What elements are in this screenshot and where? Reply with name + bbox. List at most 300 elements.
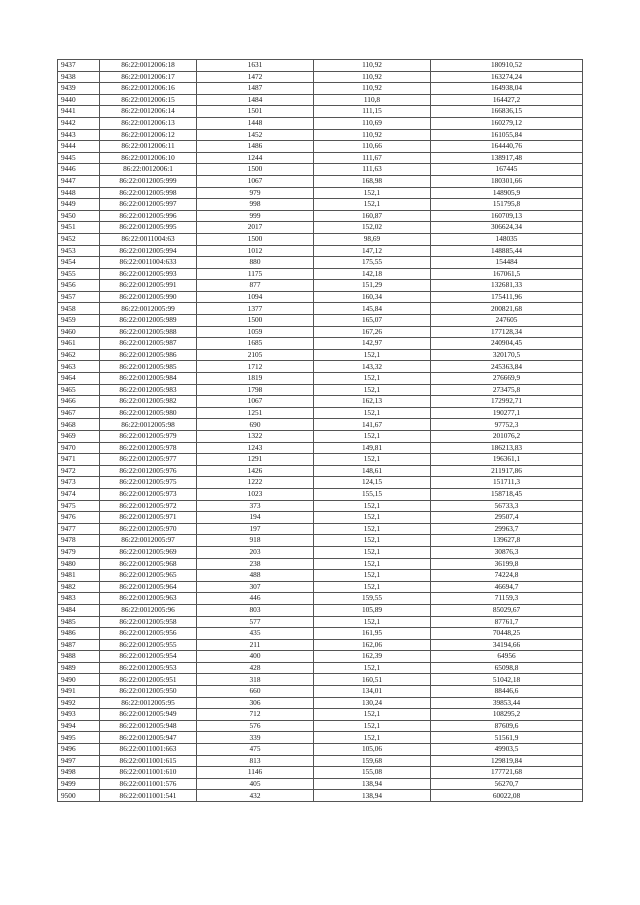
area-cell: 435 xyxy=(197,628,314,640)
row-number-cell: 9457 xyxy=(58,291,100,303)
total-value-cell: 108295,2 xyxy=(431,709,583,721)
area-cell: 1486 xyxy=(197,141,314,153)
total-value-cell: 164427,2 xyxy=(431,94,583,106)
table-row xyxy=(58,604,583,616)
cadastral-number-cell: 86:22:0012005:969 xyxy=(100,546,197,558)
area-cell: 1094 xyxy=(197,291,314,303)
area-cell: 1146 xyxy=(197,767,314,779)
total-value-cell: 51561,9 xyxy=(431,732,583,744)
area-cell: 1322 xyxy=(197,431,314,443)
table-row xyxy=(58,71,583,83)
cadastral-number-cell: 86:22:0012005:991 xyxy=(100,280,197,292)
table-row xyxy=(58,709,583,721)
row-number-cell: 9494 xyxy=(58,720,100,732)
total-value-cell: 196361,1 xyxy=(431,454,583,466)
table-row xyxy=(58,744,583,756)
price-per-unit-cell: 111,67 xyxy=(314,152,431,164)
row-number-cell: 9500 xyxy=(58,790,100,802)
table-row xyxy=(58,129,583,141)
cadastral-number-cell: 86:22:0012005:953 xyxy=(100,662,197,674)
row-number-cell: 9483 xyxy=(58,593,100,605)
area-cell: 475 xyxy=(197,744,314,756)
cadastral-number-cell: 86:22:0012005:999 xyxy=(100,175,197,187)
row-number-cell: 9488 xyxy=(58,651,100,663)
cadastral-number-cell: 86:22:0011001:576 xyxy=(100,778,197,790)
table-row xyxy=(58,373,583,385)
total-value-cell: 51042,18 xyxy=(431,674,583,686)
cadastral-number-cell: 86:22:0012005:976 xyxy=(100,465,197,477)
total-value-cell: 151795,8 xyxy=(431,199,583,211)
row-number-cell: 9478 xyxy=(58,535,100,547)
cadastral-number-cell: 86:22:0011004:633 xyxy=(100,257,197,269)
cadastral-table xyxy=(57,59,583,802)
cadastral-number-cell: 86:22:0012005:986 xyxy=(100,349,197,361)
cadastral-number-cell: 86:22:0012005:982 xyxy=(100,396,197,408)
total-value-cell: 201076,2 xyxy=(431,431,583,443)
area-cell: 998 xyxy=(197,199,314,211)
price-per-unit-cell: 110,92 xyxy=(314,60,431,72)
price-per-unit-cell: 162,06 xyxy=(314,639,431,651)
cadastral-number-cell: 86:22:0012005:994 xyxy=(100,245,197,257)
table-row xyxy=(58,512,583,524)
row-number-cell: 9482 xyxy=(58,581,100,593)
row-number-cell: 9450 xyxy=(58,210,100,222)
row-number-cell: 9445 xyxy=(58,152,100,164)
total-value-cell: 29963,7 xyxy=(431,523,583,535)
price-per-unit-cell: 152,1 xyxy=(314,454,431,466)
total-value-cell: 65098,8 xyxy=(431,662,583,674)
table-row xyxy=(58,790,583,802)
total-value-cell: 39853,44 xyxy=(431,697,583,709)
total-value-cell: 34194,66 xyxy=(431,639,583,651)
row-number-cell: 9464 xyxy=(58,373,100,385)
row-number-cell: 9472 xyxy=(58,465,100,477)
total-value-cell: 148905,9 xyxy=(431,187,583,199)
total-value-cell: 148035 xyxy=(431,233,583,245)
table-row xyxy=(58,175,583,187)
cadastral-number-cell: 86:22:0012005:965 xyxy=(100,570,197,582)
price-per-unit-cell: 124,15 xyxy=(314,477,431,489)
area-cell: 211 xyxy=(197,639,314,651)
area-cell: 813 xyxy=(197,755,314,767)
row-number-cell: 9481 xyxy=(58,570,100,582)
cadastral-number-cell: 86:22:0012005:977 xyxy=(100,454,197,466)
row-number-cell: 9474 xyxy=(58,488,100,500)
area-cell: 1500 xyxy=(197,315,314,327)
cadastral-number-cell: 86:22:0012005:973 xyxy=(100,488,197,500)
area-cell: 1685 xyxy=(197,338,314,350)
table-row xyxy=(58,465,583,477)
area-cell: 428 xyxy=(197,662,314,674)
row-number-cell: 9465 xyxy=(58,384,100,396)
table-row xyxy=(58,349,583,361)
row-number-cell: 9486 xyxy=(58,628,100,640)
row-number-cell: 9461 xyxy=(58,338,100,350)
row-number-cell: 9498 xyxy=(58,767,100,779)
row-number-cell: 9452 xyxy=(58,233,100,245)
row-number-cell: 9444 xyxy=(58,141,100,153)
price-per-unit-cell: 110,92 xyxy=(314,71,431,83)
total-value-cell: 175411,96 xyxy=(431,291,583,303)
row-number-cell: 9462 xyxy=(58,349,100,361)
total-value-cell: 29507,4 xyxy=(431,512,583,524)
row-number-cell: 9485 xyxy=(58,616,100,628)
total-value-cell: 166836,15 xyxy=(431,106,583,118)
row-number-cell: 9473 xyxy=(58,477,100,489)
table-row xyxy=(58,199,583,211)
table-row xyxy=(58,628,583,640)
table-row xyxy=(58,442,583,454)
row-number-cell: 9439 xyxy=(58,83,100,95)
table-row xyxy=(58,570,583,582)
price-per-unit-cell: 152,02 xyxy=(314,222,431,234)
total-value-cell: 320170,5 xyxy=(431,349,583,361)
table-row xyxy=(58,141,583,153)
table-row xyxy=(58,523,583,535)
row-number-cell: 9438 xyxy=(58,71,100,83)
row-number-cell: 9467 xyxy=(58,407,100,419)
price-per-unit-cell: 105,89 xyxy=(314,604,431,616)
table-row xyxy=(58,674,583,686)
cadastral-number-cell: 86:22:0012005:988 xyxy=(100,326,197,338)
price-per-unit-cell: 162,39 xyxy=(314,651,431,663)
total-value-cell: 177128,34 xyxy=(431,326,583,338)
price-per-unit-cell: 152,1 xyxy=(314,431,431,443)
total-value-cell: 158718,45 xyxy=(431,488,583,500)
price-per-unit-cell: 110,92 xyxy=(314,83,431,95)
total-value-cell: 154484 xyxy=(431,257,583,269)
table-row xyxy=(58,477,583,489)
price-per-unit-cell: 159,68 xyxy=(314,755,431,767)
total-value-cell: 180910,52 xyxy=(431,60,583,72)
row-number-cell: 9466 xyxy=(58,396,100,408)
cadastral-number-cell: 86:22:0012005:99 xyxy=(100,303,197,315)
row-number-cell: 9440 xyxy=(58,94,100,106)
table-row xyxy=(58,407,583,419)
table-row xyxy=(58,431,583,443)
total-value-cell: 64956 xyxy=(431,651,583,663)
price-per-unit-cell: 159,55 xyxy=(314,593,431,605)
area-cell: 2105 xyxy=(197,349,314,361)
area-cell: 1819 xyxy=(197,373,314,385)
row-number-cell: 9443 xyxy=(58,129,100,141)
area-cell: 405 xyxy=(197,778,314,790)
total-value-cell: 186213,83 xyxy=(431,442,583,454)
total-value-cell: 49903,5 xyxy=(431,744,583,756)
cadastral-number-cell: 86:22:0011001:610 xyxy=(100,767,197,779)
row-number-cell: 9451 xyxy=(58,222,100,234)
area-cell: 197 xyxy=(197,523,314,535)
total-value-cell: 60022,08 xyxy=(431,790,583,802)
area-cell: 1426 xyxy=(197,465,314,477)
table-row xyxy=(58,419,583,431)
total-value-cell: 139627,8 xyxy=(431,535,583,547)
price-per-unit-cell: 168,98 xyxy=(314,175,431,187)
area-cell: 577 xyxy=(197,616,314,628)
cadastral-number-cell: 86:22:0012005:975 xyxy=(100,477,197,489)
total-value-cell: 240904,45 xyxy=(431,338,583,350)
price-per-unit-cell: 155,08 xyxy=(314,767,431,779)
table-row xyxy=(58,60,583,72)
table-row xyxy=(58,581,583,593)
row-number-cell: 9492 xyxy=(58,697,100,709)
row-number-cell: 9455 xyxy=(58,268,100,280)
cadastral-number-cell: 86:22:0012005:97 xyxy=(100,535,197,547)
total-value-cell: 85029,67 xyxy=(431,604,583,616)
area-cell: 446 xyxy=(197,593,314,605)
cadastral-number-cell: 86:22:0011004:63 xyxy=(100,233,197,245)
row-number-cell: 9441 xyxy=(58,106,100,118)
area-cell: 1291 xyxy=(197,454,314,466)
price-per-unit-cell: 134,01 xyxy=(314,686,431,698)
row-number-cell: 9476 xyxy=(58,512,100,524)
cadastral-number-cell: 86:22:0012006:13 xyxy=(100,117,197,129)
cadastral-number-cell: 86:22:0012005:996 xyxy=(100,210,197,222)
area-cell: 339 xyxy=(197,732,314,744)
cadastral-number-cell: 86:22:0012005:96 xyxy=(100,604,197,616)
price-per-unit-cell: 152,1 xyxy=(314,558,431,570)
table-row xyxy=(58,662,583,674)
row-number-cell: 9470 xyxy=(58,442,100,454)
row-number-cell: 9480 xyxy=(58,558,100,570)
area-cell: 1067 xyxy=(197,175,314,187)
total-value-cell: 177721,68 xyxy=(431,767,583,779)
total-value-cell: 87609,6 xyxy=(431,720,583,732)
table-row xyxy=(58,488,583,500)
row-number-cell: 9493 xyxy=(58,709,100,721)
area-cell: 2017 xyxy=(197,222,314,234)
table-row xyxy=(58,767,583,779)
area-cell: 373 xyxy=(197,500,314,512)
row-number-cell: 9489 xyxy=(58,662,100,674)
price-per-unit-cell: 161,95 xyxy=(314,628,431,640)
cadastral-number-cell: 86:22:0012005:984 xyxy=(100,373,197,385)
area-cell: 1500 xyxy=(197,233,314,245)
table-row xyxy=(58,117,583,129)
total-value-cell: 167061,5 xyxy=(431,268,583,280)
total-value-cell: 245363,84 xyxy=(431,361,583,373)
row-number-cell: 9499 xyxy=(58,778,100,790)
cadastral-number-cell: 86:22:0012005:979 xyxy=(100,431,197,443)
total-value-cell: 276669,9 xyxy=(431,373,583,385)
table-row xyxy=(58,732,583,744)
price-per-unit-cell: 148,61 xyxy=(314,465,431,477)
cadastral-number-cell: 86:22:0012006:18 xyxy=(100,60,197,72)
area-cell: 432 xyxy=(197,790,314,802)
cadastral-number-cell: 86:22:0012005:950 xyxy=(100,686,197,698)
total-value-cell: 306624,34 xyxy=(431,222,583,234)
area-cell: 1377 xyxy=(197,303,314,315)
area-cell: 1487 xyxy=(197,83,314,95)
table-row xyxy=(58,546,583,558)
row-number-cell: 9447 xyxy=(58,175,100,187)
table-row xyxy=(58,326,583,338)
total-value-cell: 132681,33 xyxy=(431,280,583,292)
table-row xyxy=(58,83,583,95)
row-number-cell: 9460 xyxy=(58,326,100,338)
total-value-cell: 74224,8 xyxy=(431,570,583,582)
price-per-unit-cell: 165,07 xyxy=(314,315,431,327)
table-row xyxy=(58,593,583,605)
table-row xyxy=(58,291,583,303)
cadastral-number-cell: 86:22:0012005:983 xyxy=(100,384,197,396)
total-value-cell: 247605 xyxy=(431,315,583,327)
cadastral-number-cell: 86:22:0012005:968 xyxy=(100,558,197,570)
table-row xyxy=(58,164,583,176)
price-per-unit-cell: 160,51 xyxy=(314,674,431,686)
area-cell: 318 xyxy=(197,674,314,686)
row-number-cell: 9487 xyxy=(58,639,100,651)
area-cell: 1448 xyxy=(197,117,314,129)
cadastral-number-cell: 86:22:0012006:12 xyxy=(100,129,197,141)
row-number-cell: 9456 xyxy=(58,280,100,292)
cadastral-number-cell: 86:22:0012005:949 xyxy=(100,709,197,721)
cadastral-number-cell: 86:22:0012005:95 xyxy=(100,697,197,709)
price-per-unit-cell: 130,24 xyxy=(314,697,431,709)
price-per-unit-cell: 143,32 xyxy=(314,361,431,373)
price-per-unit-cell: 152,1 xyxy=(314,581,431,593)
price-per-unit-cell: 110,66 xyxy=(314,141,431,153)
row-number-cell: 9448 xyxy=(58,187,100,199)
table-row xyxy=(58,755,583,767)
area-cell: 1501 xyxy=(197,106,314,118)
area-cell: 307 xyxy=(197,581,314,593)
price-per-unit-cell: 141,67 xyxy=(314,419,431,431)
table-row xyxy=(58,558,583,570)
total-value-cell: 211917,86 xyxy=(431,465,583,477)
price-per-unit-cell: 142,97 xyxy=(314,338,431,350)
row-number-cell: 9471 xyxy=(58,454,100,466)
price-per-unit-cell: 98,69 xyxy=(314,233,431,245)
price-per-unit-cell: 138,94 xyxy=(314,778,431,790)
area-cell: 1059 xyxy=(197,326,314,338)
table-row xyxy=(58,697,583,709)
area-cell: 712 xyxy=(197,709,314,721)
price-per-unit-cell: 162,13 xyxy=(314,396,431,408)
row-number-cell: 9495 xyxy=(58,732,100,744)
cadastral-number-cell: 86:22:0012005:980 xyxy=(100,407,197,419)
cadastral-number-cell: 86:22:0012005:948 xyxy=(100,720,197,732)
total-value-cell: 190277,1 xyxy=(431,407,583,419)
area-cell: 1175 xyxy=(197,268,314,280)
cadastral-number-cell: 86:22:0012005:951 xyxy=(100,674,197,686)
total-value-cell: 138917,48 xyxy=(431,152,583,164)
table-row xyxy=(58,315,583,327)
price-per-unit-cell: 160,34 xyxy=(314,291,431,303)
total-value-cell: 164440,76 xyxy=(431,141,583,153)
cadastral-number-cell: 86:22:0012005:997 xyxy=(100,199,197,211)
total-value-cell: 180301,66 xyxy=(431,175,583,187)
row-number-cell: 9449 xyxy=(58,199,100,211)
cadastral-number-cell: 86:22:0011001:541 xyxy=(100,790,197,802)
price-per-unit-cell: 152,1 xyxy=(314,500,431,512)
cadastral-number-cell: 86:22:0012005:947 xyxy=(100,732,197,744)
row-number-cell: 9446 xyxy=(58,164,100,176)
area-cell: 1067 xyxy=(197,396,314,408)
price-per-unit-cell: 152,1 xyxy=(314,732,431,744)
row-number-cell: 9453 xyxy=(58,245,100,257)
area-cell: 1243 xyxy=(197,442,314,454)
table-row xyxy=(58,152,583,164)
table-row xyxy=(58,535,583,547)
area-cell: 400 xyxy=(197,651,314,663)
cadastral-number-cell: 86:22:0012005:954 xyxy=(100,651,197,663)
price-per-unit-cell: 160,87 xyxy=(314,210,431,222)
total-value-cell: 88446,6 xyxy=(431,686,583,698)
price-per-unit-cell: 152,1 xyxy=(314,720,431,732)
price-per-unit-cell: 152,1 xyxy=(314,199,431,211)
total-value-cell: 163274,24 xyxy=(431,71,583,83)
price-per-unit-cell: 152,1 xyxy=(314,570,431,582)
table-row xyxy=(58,245,583,257)
table-row xyxy=(58,268,583,280)
table-body xyxy=(58,60,583,802)
price-per-unit-cell: 175,55 xyxy=(314,257,431,269)
total-value-cell: 97752,3 xyxy=(431,419,583,431)
total-value-cell: 160709,13 xyxy=(431,210,583,222)
table-row xyxy=(58,338,583,350)
area-cell: 803 xyxy=(197,604,314,616)
price-per-unit-cell: 155,15 xyxy=(314,488,431,500)
cadastral-number-cell: 86:22:0011001:663 xyxy=(100,744,197,756)
area-cell: 690 xyxy=(197,419,314,431)
total-value-cell: 161055,84 xyxy=(431,129,583,141)
cadastral-number-cell: 86:22:0012005:985 xyxy=(100,361,197,373)
total-value-cell: 164938,04 xyxy=(431,83,583,95)
cadastral-number-cell: 86:22:0012005:987 xyxy=(100,338,197,350)
row-number-cell: 9469 xyxy=(58,431,100,443)
price-per-unit-cell: 152,1 xyxy=(314,546,431,558)
cadastral-number-cell: 86:22:0012005:995 xyxy=(100,222,197,234)
price-per-unit-cell: 152,1 xyxy=(314,407,431,419)
total-value-cell: 36199,8 xyxy=(431,558,583,570)
area-cell: 877 xyxy=(197,280,314,292)
cadastral-number-cell: 86:22:0012005:993 xyxy=(100,268,197,280)
area-cell: 1244 xyxy=(197,152,314,164)
row-number-cell: 9454 xyxy=(58,257,100,269)
price-per-unit-cell: 110,8 xyxy=(314,94,431,106)
row-number-cell: 9484 xyxy=(58,604,100,616)
table-row xyxy=(58,454,583,466)
total-value-cell: 273475,8 xyxy=(431,384,583,396)
total-value-cell: 56270,7 xyxy=(431,778,583,790)
price-per-unit-cell: 145,84 xyxy=(314,303,431,315)
row-number-cell: 9477 xyxy=(58,523,100,535)
cadastral-number-cell: 86:22:0012005:998 xyxy=(100,187,197,199)
area-cell: 1012 xyxy=(197,245,314,257)
row-number-cell: 9497 xyxy=(58,755,100,767)
area-cell: 1251 xyxy=(197,407,314,419)
table-row xyxy=(58,384,583,396)
total-value-cell: 167445 xyxy=(431,164,583,176)
cadastral-number-cell: 86:22:0012006:14 xyxy=(100,106,197,118)
price-per-unit-cell: 111,15 xyxy=(314,106,431,118)
price-per-unit-cell: 110,92 xyxy=(314,129,431,141)
table-row xyxy=(58,257,583,269)
cadastral-number-cell: 86:22:0012005:978 xyxy=(100,442,197,454)
table-row xyxy=(58,500,583,512)
area-cell: 203 xyxy=(197,546,314,558)
cadastral-number-cell: 86:22:0012005:990 xyxy=(100,291,197,303)
total-value-cell: 148885,44 xyxy=(431,245,583,257)
cadastral-number-cell: 86:22:0012006:11 xyxy=(100,141,197,153)
area-cell: 1452 xyxy=(197,129,314,141)
area-cell: 194 xyxy=(197,512,314,524)
row-number-cell: 9459 xyxy=(58,315,100,327)
price-per-unit-cell: 152,1 xyxy=(314,349,431,361)
table-row xyxy=(58,210,583,222)
price-per-unit-cell: 111,63 xyxy=(314,164,431,176)
